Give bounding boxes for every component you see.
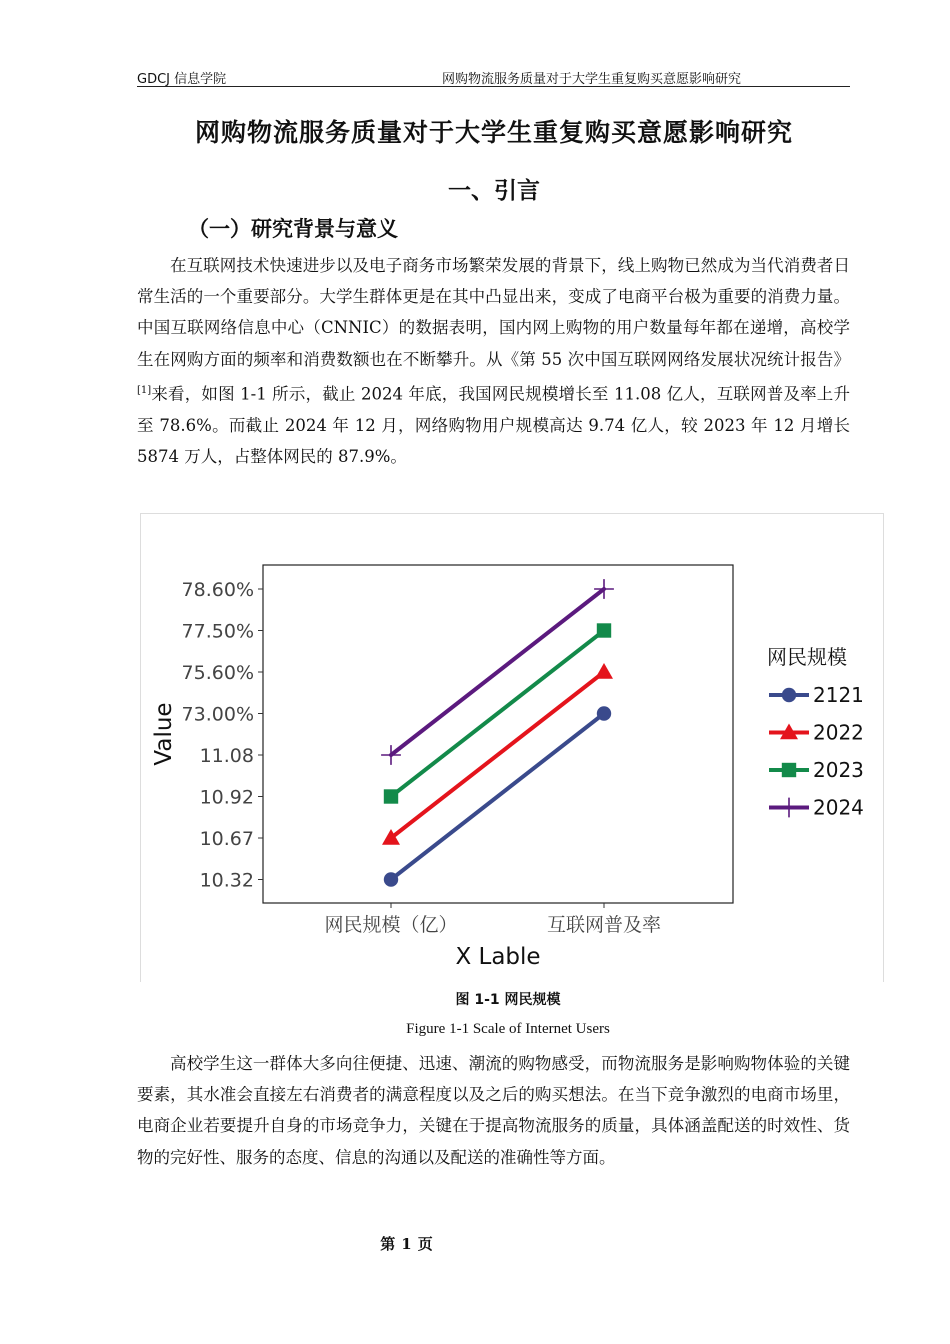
- y-tick-label: 10.67: [199, 828, 254, 850]
- paragraph-text: 来看，如图 1-1 所示，截止 2024 年底，我国网民规模增长至 11.08 亿人，互联网普及率上升至 78.6%。而截止 2024 年 12 月，网络购物用户规模高达 9.74 亿人，较 2023 年 12 月增长 5874 万人，占整体网民的 87.9%。: [137, 384, 850, 466]
- y-tick-label: 10.92: [199, 786, 254, 809]
- plot-panel: [263, 565, 733, 903]
- paragraph-text: 在互联网技术快速进步以及电子商务市场繁荣发展的背景下，线上购物已然成为当代消费者日常生活的一个重要部分。大学生群体更是在其中凸显出来，变成了电商平台极为重要的消费力量。中国互联网络信息中心（CNNIC）的数据表明，国内网上购物的用户数量每年都在递增，高校学生在网购方面的频率和消费数额也在不断攀升。从《第 55 次中国互联网网络发展状况统计报告》: [137, 256, 850, 369]
- page-header: [137, 66, 850, 87]
- figure-caption-cn: 图 1-1 网民规模: [455, 992, 561, 1008]
- legend-label: 2121: [813, 683, 864, 707]
- header-running-title: 网购物流服务质量对于大学生重复购买意愿影响研究: [442, 72, 742, 87]
- legend-label: 2023: [813, 758, 864, 782]
- data-point-2023: [384, 789, 398, 803]
- header-institution: GDCJ 信息学院: [137, 72, 227, 87]
- page-number: 1: [401, 1235, 412, 1253]
- footer-suffix: 页: [417, 1235, 433, 1253]
- y-tick-label: 73.00%: [181, 703, 254, 726]
- data-point-2023: [597, 623, 611, 637]
- y-tick-label: 77.50%: [181, 620, 254, 643]
- y-tick-label: 11.08: [199, 745, 254, 767]
- data-point-2121: [597, 706, 611, 720]
- legend-marker-2121: [782, 688, 796, 702]
- legend-label: 2022: [813, 720, 864, 745]
- x-axis-title: X Lable: [455, 944, 541, 970]
- paragraph-logistics: 高校学生这一群体大多向往便捷、迅速、潮流的购物感受，而物流服务是影响购物体验的关键要素，其水准会直接左右消费者的满意程度以及之后的购买想法。在当下竞争激烈的电商市场里，电商企业若要提升自身的市场竞争力，关键在于提高物流服务的质量，具体涵盖配送的时效性、货物的完好性、服务的态度、信息的沟通以及配送的准确性等方面。: [137, 1054, 850, 1167]
- legend-marker-2023: [782, 763, 796, 777]
- legend-label: 2024: [813, 795, 864, 820]
- citation-ref[interactable]: [1]: [137, 384, 152, 396]
- subsection-heading: （一）研究背景与意义: [188, 217, 398, 241]
- paragraph-background: [137, 250, 850, 472]
- y-tick-label: 75.60%: [181, 662, 254, 684]
- y-tick-label: 78.60%: [181, 579, 254, 601]
- data-point-2121: [384, 872, 398, 886]
- figure-chart: [140, 513, 884, 982]
- figure-caption-en: Figure 1-1 Scale of Internet Users: [406, 1021, 610, 1037]
- footer-prefix: 第: [380, 1235, 396, 1253]
- paper-title: 网购物流服务质量对于大学生重复购买意愿影响研究: [194, 118, 793, 147]
- page-footer: [0, 1233, 813, 1254]
- legend-marker-2024: [779, 798, 799, 818]
- y-axis-title: Value: [151, 702, 177, 766]
- x-tick-label: 互联网普及率: [546, 914, 662, 936]
- section-heading: 一、引言: [448, 178, 540, 204]
- y-tick-label: 10.32: [199, 869, 254, 892]
- legend-title: 网民规模: [767, 645, 847, 669]
- line-chart: [141, 514, 883, 982]
- x-tick-label: 网民规模（亿）: [324, 914, 458, 936]
